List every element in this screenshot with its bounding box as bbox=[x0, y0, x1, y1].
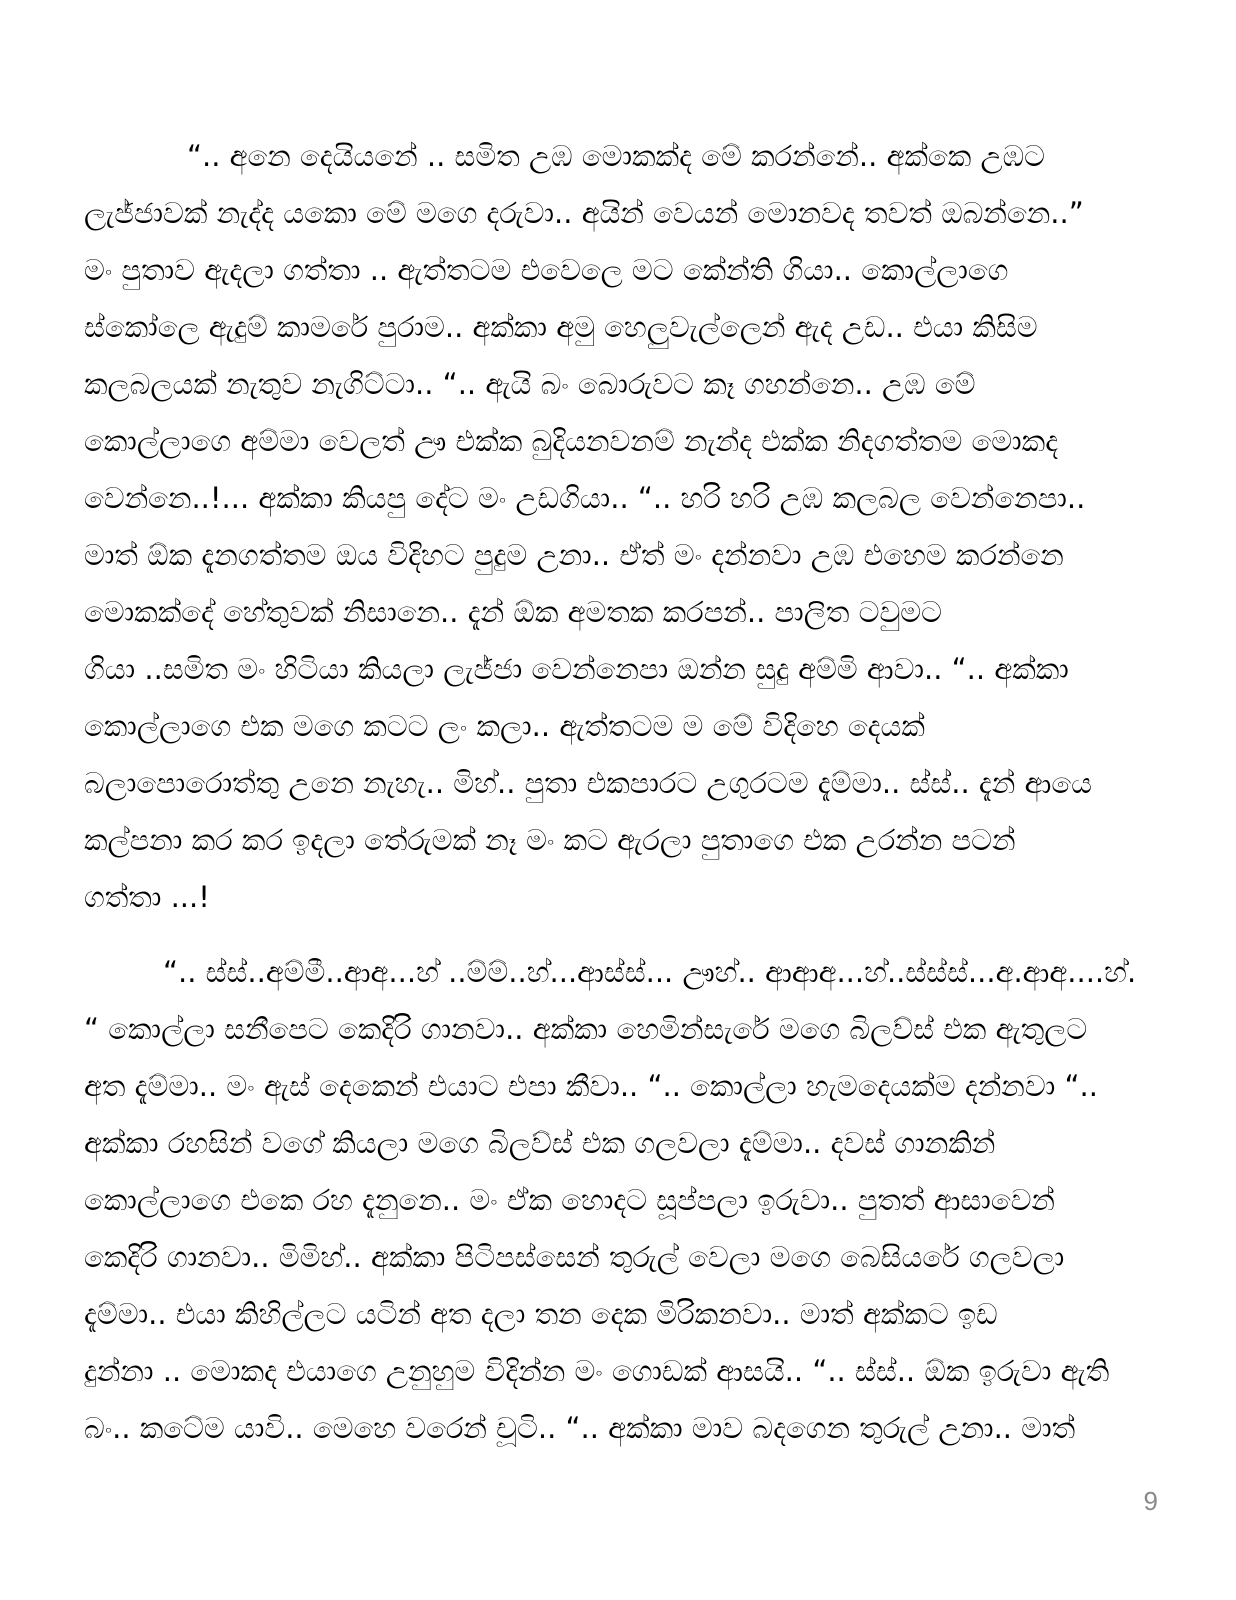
text-line: “ කොල්ලා සනීපෙට කෙදිරි ගානවා.. අක්කා හෙමින්සැරේ මගෙ බිලව්ස් එක ඇතුලට bbox=[84, 1012, 1088, 1046]
text-line: අත දැම්මා.. මං ඇස් දෙකෙන් එයාට එපා කීවා.. “.. කොල්ලා හැමදෙයක්ම දන්නවා “.. bbox=[84, 1069, 1098, 1103]
text-line: මාත් ඕක දැනගත්තම ඔය විදිහට පුදුම උනා.. ඒත් මං දන්නවා උඹ එහෙම කරන්නෙ bbox=[84, 538, 1064, 572]
text-line: මොකක්දේ හේතුවක් නිසානෙ.. දැන් ඕක අමතක කරපන්.. පාලිත ටවුමට bbox=[84, 595, 943, 629]
text-line: කොල්ලාගෙ එක මගෙ කටට ලං කලා.. ඇත්තටම ම මේ විදිහෙ දෙයක් bbox=[84, 709, 925, 743]
text-line: කල්පනා කර කර ඉදලා තේරුමක් නෑ මං කට ඇරලා පුතාගෙ එක උරන්න පටන් bbox=[84, 823, 1016, 857]
text-line: ලැජ්ජාවක් නැද්ද යකො මේ මගෙ දරුවා.. අයින් වෙයන් මොනවද තවත් ඔබන්නෙ..” bbox=[84, 196, 1084, 230]
text-line: කෙදිරි ගානවා.. මිමිහ්.. අක්කා පිටිපස්සෙන් තුරුල් වෙලා මගෙ බෙසියරේ ගලවලා bbox=[84, 1240, 1065, 1274]
text-line: ස්කෝලෙ ඇදුම් කාමරේ පුරාම.. අක්කා අමු හෙලුවැල්ලෙන් ඇද උඩ.. එයා කිසිම bbox=[84, 310, 1038, 344]
text-line: කොල්ලාගෙ එකෙ රහ දැනුනෙ.. මං ඒක හොදට සූප්පලා ඉරුවා.. පුතත් ආසාවෙන් bbox=[84, 1183, 1055, 1217]
text-line: කලබලයක් නැතුව නැගිට්ටා.. “.. ඇයි බං බොරුවට කෑ ගහන්නෙ.. උඹ මේ bbox=[84, 367, 976, 401]
paragraph bbox=[84, 944, 1156, 1457]
text-block bbox=[84, 128, 1156, 1457]
text-line: ගත්තා ...! bbox=[84, 880, 210, 914]
text-line: මං පුතාව ඇදලා ගත්තා .. ඇත්තටම එවෙලෙ මට කේන්ති ගියා.. කොල්ලාගෙ bbox=[84, 253, 1009, 287]
page-number: 9 bbox=[1143, 1486, 1158, 1516]
text-line: බලාපොරොත්තු උනෙ නැහැ.. මිහ්.. පුතා එකපාරට උගුරටම දැම්මා.. ස්ස්.. දැන් ආයෙ bbox=[84, 766, 1092, 800]
text-line: දැම්මා.. එයා කිහිල්ලට යටින් අත දලා තන දෙක මිරිකනවා.. මාත් අක්කට ඉඩ bbox=[84, 1297, 998, 1331]
text-line: අක්කා රහසින් වගේ කියලා මගෙ බිලව්ස් එක ගලවලා දැම්මා.. දවස් ගානකින් bbox=[84, 1126, 996, 1160]
text-line: “.. අනෙ දෙයියනේ .. සමිත උඹ මොකක්ද මේ කරන්නේ.. අක්කෙ උඹට bbox=[187, 139, 1045, 173]
paragraph bbox=[84, 128, 1156, 926]
text-line: දුන්නා .. මොකද එයාගෙ උනුහුම විදින්න මං ගොඩක් ආසයි.. “.. ස්ස්.. ඕක ඉරුවා ඇති bbox=[84, 1354, 1110, 1388]
text-line: “.. ස්ස්..අම්මී..ආඅ...හ් ..ම්ම්..හ්...ආස්ස්... ඌහ්.. ආආඅ...හ්..ස්ස්ස්...අ.ආඅ....හ්. bbox=[163, 955, 1137, 989]
text-line: වෙන්නෙ..!... අක්කා කියපු දේට මං උඩගියා.. “.. හරි හරි උඹ කලබල වෙන්නෙපා.. bbox=[84, 481, 1086, 515]
text-line: බං.. කටේම යාවි.. මෙහෙ වරෙන් චූටි.. “.. අක්කා මාව බදගෙන තුරුල් උනා.. මාත් bbox=[84, 1411, 1076, 1445]
text-line: කොල්ලාගෙ අම්මා වෙලත් ඌ එක්ක බුදියනවනම් නැන්ද එක්ක නිදගත්තම මොකද bbox=[84, 424, 1059, 458]
text-line: ගියා ..සමිත මං හිටියා කියලා ලැජ්ජා වෙන්නෙපා ඔන්න සුදු අම්මි ආවා.. “.. අක්කා bbox=[84, 652, 1069, 686]
